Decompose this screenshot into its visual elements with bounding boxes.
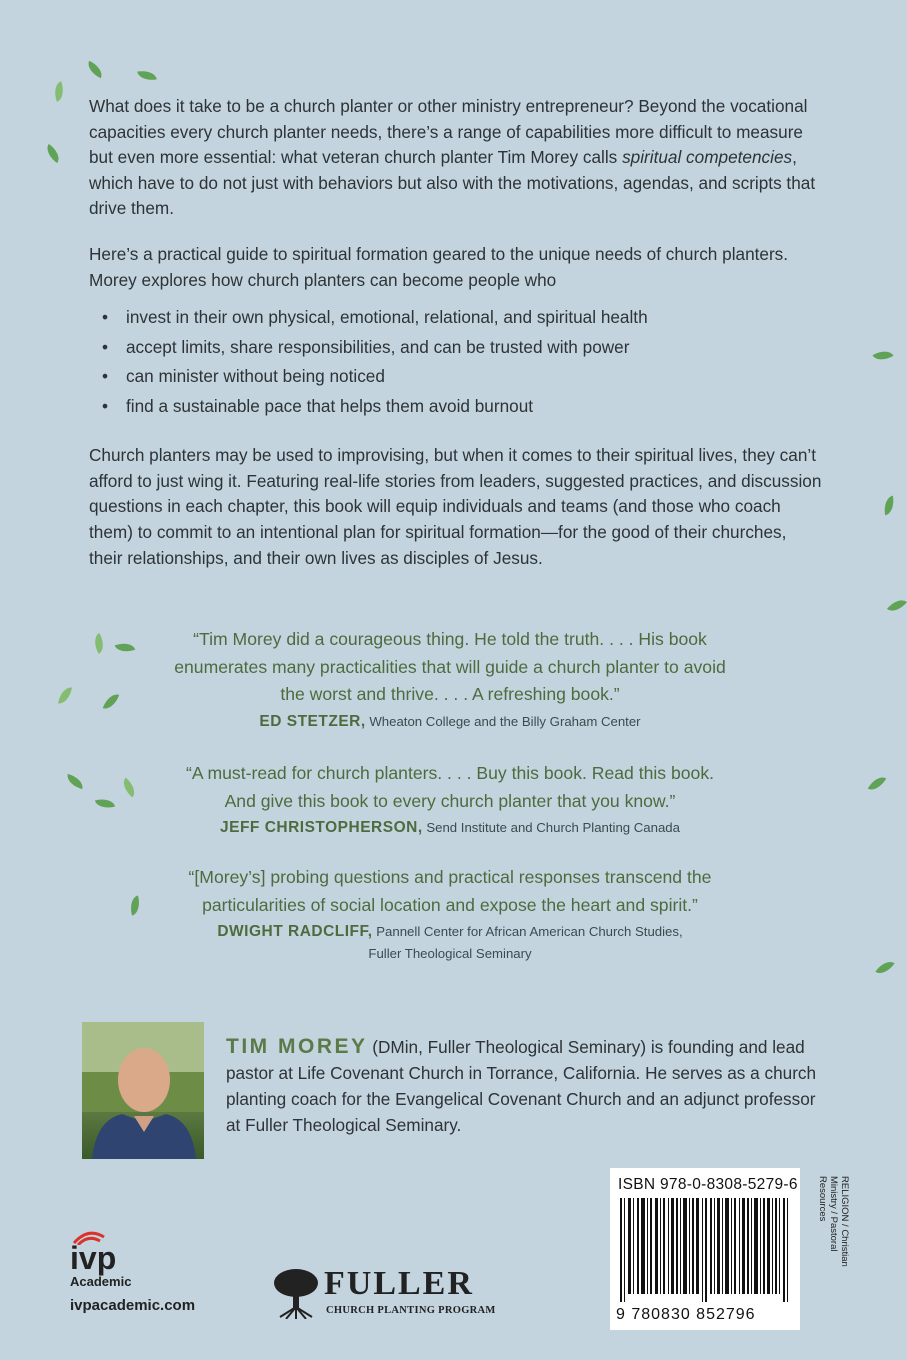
bullet-list xyxy=(89,303,824,421)
list-item: • accept limits, share responsibilities, and can be trusted with power xyxy=(89,333,824,363)
endorsement-quote: “[Morey’s] probing questions and practical responses transcend the particularities of social location and expose the heart and spirit.” xyxy=(188,867,712,915)
endorsement-quote: “Tim Morey did a courageous thing. He told the truth. . . . His book enumerates many practicalities that will guide a church planter to avoid the worst and thrive. . . . A refreshing book.” xyxy=(174,629,726,704)
endorsement xyxy=(140,864,760,965)
author-bio: TIM MOREY (DMin, Fuller Theological Seminary) is founding and lead pastor at Life Covenant Church in Torrance, California. He serves as a church planting coach for the Evangelical Covenant Church and an adjunct professor at Fuller Theological Seminary. xyxy=(226,1035,817,1135)
isbn-digits: 9 780830 852796 xyxy=(616,1306,796,1324)
endorser-affiliation: Wheaton College and the Billy Graham Center xyxy=(369,713,641,729)
fuller-logo: FULLER CHURCH PLANTING PROGRAM xyxy=(272,1265,502,1325)
author-photo xyxy=(82,1022,204,1159)
endorsement-quote: “A must-read for church planters. . . . Buy this book. Read this book. And give this book to every church planter that you know.” xyxy=(185,763,715,811)
bisac-category: RELIGION / Christian Ministry / Pastoral Resources xyxy=(817,1176,850,1267)
tree-icon xyxy=(272,1267,320,1319)
endorser-affiliation: Pannell Center for African American Church Studies, Fuller Theological Seminary xyxy=(368,924,683,961)
barcode-graphic xyxy=(618,1198,792,1302)
description-paragraph: Here’s a practical guide to spiritual formation geared to the unique needs of church planters. Morey explores how church planters can become people who xyxy=(89,243,789,290)
list-item: • invest in their own physical, emotional, relational, and spiritual health xyxy=(89,303,824,333)
list-item: • can minister without being noticed xyxy=(89,362,824,392)
author-name: TIM MOREY xyxy=(226,1035,368,1058)
endorser-name: DWIGHT RADCLIFF, xyxy=(217,923,373,940)
endorser-name: ED STETZER, xyxy=(259,712,366,730)
book-description xyxy=(89,94,824,591)
endorser-affiliation: Send Institute and Church Planting Canada xyxy=(426,820,680,835)
list-item: • find a sustainable pace that helps them avoid burnout xyxy=(89,392,824,422)
endorser-name: JEFF CHRISTOPHERSON, xyxy=(220,819,423,836)
publisher-url: ivpacademic.com xyxy=(70,1297,196,1314)
ivp-academic-logo: ivp Academic ivpacademic.com xyxy=(70,1227,210,1314)
description-paragraph: What does it take to be a church planter or other ministry entrepreneur? Beyond the vocational capacities every church planter needs, there’s a range of capabilities more difficult to measure but even more essential: what veteran church planter Tim Morey calls spiritual competencies, which have to do not just with behaviors but also with the motivations, agendas, and scripts that drive them. xyxy=(89,96,816,219)
endorsement xyxy=(150,760,750,839)
isbn-barcode xyxy=(610,1168,800,1330)
description-paragraph: Church planters may be used to improvising, but when it comes to their spiritual lives, they can’t afford to just wing it. Featuring real-life stories from leaders, suggested practices, and discussion questions in each chapter, this book will equip individuals and teams (and those who coach them) to commit to an intentional plan for spiritual formation—for the good of their churches, their relationships, and their own lives as disciples of Jesus. xyxy=(89,445,822,568)
endorsement xyxy=(150,626,750,733)
isbn-label: ISBN 978-0-8308-5279-6 xyxy=(618,1176,798,1193)
